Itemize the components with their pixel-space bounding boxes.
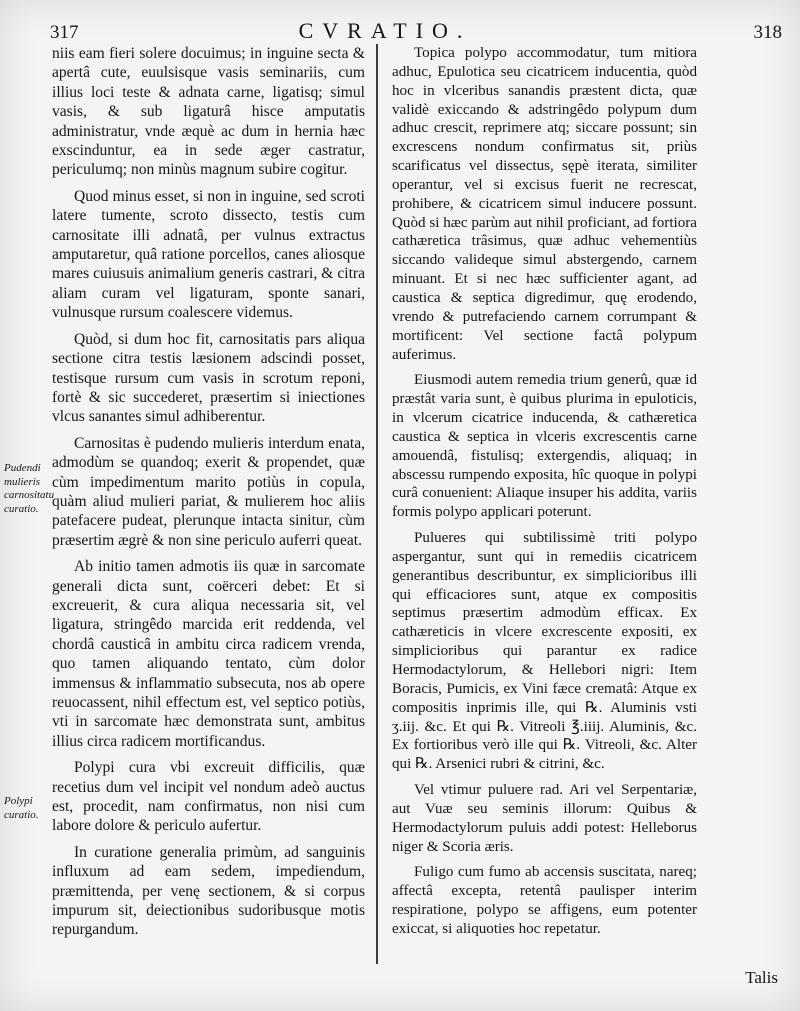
page-number-left: 317 <box>50 22 79 43</box>
left-paragraph-6: Polypi cura vbi excreuit difficilis, quæ recetius dum vel incipit vel nondum adeò auctus est, procedit, nam confirmatus, non nisi cum labore dolore & periculo aufertur. <box>52 759 365 835</box>
left-paragraph-1: niis eam fieri solere docuimus; in inguine secta & apertâ cute, euulsisque vasis seminariis, cum illius loci teste & adnata carne, ligatisq; simul vasis, & sub ligaturâ hisce amputatis administratur, vnde æquè ac dum in hernia hæc exscinduntur, ea in sede æger castratur, periculumq; non minùs magnum subire cogitur. <box>52 45 365 179</box>
left-paragraph-4: Carnositas è pudendo mulieris interdum enata, admodùm se quandoq; exerit & propendet, quæ cùm impedimentum marito potiùs in copula, quàm aliud mulieri pariat, & mulierem hoc aliis patefacere pudeat, plerunque intacta sinitur, cùm præsertim ægrè & non sine periculo auferri queat. <box>52 434 365 549</box>
right-paragraph-5: Fuligo cum fumo ab accensis suscitata, nareq; affectâ excepta, retentâ paulisper interim respiratione, polypo se affigens, eum potenter exiccat, si aliquoties hoc repetatur. <box>392 864 697 937</box>
right-paragraph-2: Eiusmodi autem remedia trium generû, quæ id præstât varia sunt, è quibus plurima in epuloticis, in vlcerum cicatrice inducenda, & cathæretica caustica & septica in vlceris excrescentis carne amouendâ, fistulisq; extergendis, aliquaq; in abscessu rumpendo exposita, hîc quoque in polypi curâ conuenient: Aliaque insuper his addita, variis formis polypo applicari poterunt. <box>392 372 697 521</box>
right-column <box>392 44 697 946</box>
margin-note-pudendi: Pudendi mulieris carnositatu curatio. <box>4 462 55 515</box>
left-column <box>52 44 365 947</box>
catchword: Talis <box>745 968 778 987</box>
left-paragraph-7: In curatione generalia primùm, ad sanguinis influxum ad eam sedem, impediendum, præmittenda, per venę sectionem, & si corpus impurum sit, deiectionibus sudoribusque motis repurgandum. <box>52 843 365 939</box>
right-paragraph-1: Topica polypo accommodatur, tum mitiora adhuc, Epulotica seu cicatricem inducentia, quòd hoc in vlceribus sanandis præstent dicta, quæ validè exiccando & adstringêdo polypum dum adhuc crescit, reprimere atq; siccare possunt; sin excrescens nondum confirmatus sit, priùs scarificatus vel dissectus, sępè iterata, similiter operantur, vel si excisus fuerit ne recrescat, prohibere, & cicatricem simul inducere possunt. Quòd si hæc parùm aut nihil proficiant, ad fortiora cathæretica trâsimus, quæ adhuc vehementiùs siccando valideque simul abstergendo, carnem minuant. Et si nec hæc sufficienter agant, ad caustica & septica digredimur, quę erodendo, vrendo & putrefaciendo carnem corrumpant & mortificent: Vel sectione factâ polypum auferimus. <box>392 45 697 363</box>
column-divider <box>376 44 378 964</box>
left-paragraph-2: Quod minus esset, si non in inguine, sed scroti latere tumente, scroto dissecto, testis cum carnositate illi adnatâ, per vulnus extractus amputaretur, quâ ratione porcellos, canes aliosque mares cuiusuis animalium generis castrari, & citra aliam curam vel ligaturam, sponte sanari, vulnusque rursum coalescere videmus. <box>52 187 365 322</box>
page-header <box>0 8 800 43</box>
page-number-right: 318 <box>753 22 782 43</box>
left-paragraph-5: Ab initio tamen admotis iis quæ in sarcomate generali dicta sunt, coërceri debet: Et si excreuerit, & cura aliqua necessaria sit, vel ligatura, stringêdo marcida erit reddenda, vel chordâ causticâ in ambitu circa radicem vrenda, quo tamen aliquando tentato, cùm dolor immensus & inflammatio subsecuta, nos ab opere reuocassent, nihil effectum est, vel septico potiùs, vti in sarcomate hæc demonstrata sunt, ambitus illius circa radicem mortificandus. <box>52 558 365 750</box>
right-paragraph-4: Vel vtimur puluere rad. Ari vel Serpentariæ, aut Vuæ seu seminis illorum: Quibus & Hermodactylorum puluis addi potest: Helleborus niger & Scoria æris. <box>392 782 697 855</box>
margin-note-polypi: Polypi curatio. <box>4 795 39 821</box>
running-head: CVRATIO. <box>298 18 472 43</box>
left-paragraph-3: Quòd, si dum hoc fit, carnositatis pars aliqua sectione citra testis læsionem adscindi posset, testisque rursum cum vasis in scrotum reponi, fortè & sic succederet, præsertim si iniectiones vlcus sanantes simul adhiberentur. <box>52 330 365 426</box>
right-paragraph-3: Pulueres qui subtilissimè triti polypo aspergantur, sunt qui in remediis cicatricem generantibus describuntur, ex simplicioribus illi qui efficaciores sunt, atque ex compositis septimus præsertim admodùm efficax. Ex cathæreticis in vlcere excrescente expositi, ex simplicioribus qui parantur ex radice Hermodactylorum, & Hellebori nigri: Item Boracis, Pumicis, ex Vini fæce crematâ: Atque ex compositis inprimis ille, qui ℞. Aluminis vsti ʒ.iij. &c. Et qui ℞. Vitreoli ℥.iiij. Aluminis, &c. Ex fortioribus verò ille qui ℞. Vitreoli, &c. Alter qui ℞. Arsenici rubri & citrini, &c. <box>392 530 697 773</box>
